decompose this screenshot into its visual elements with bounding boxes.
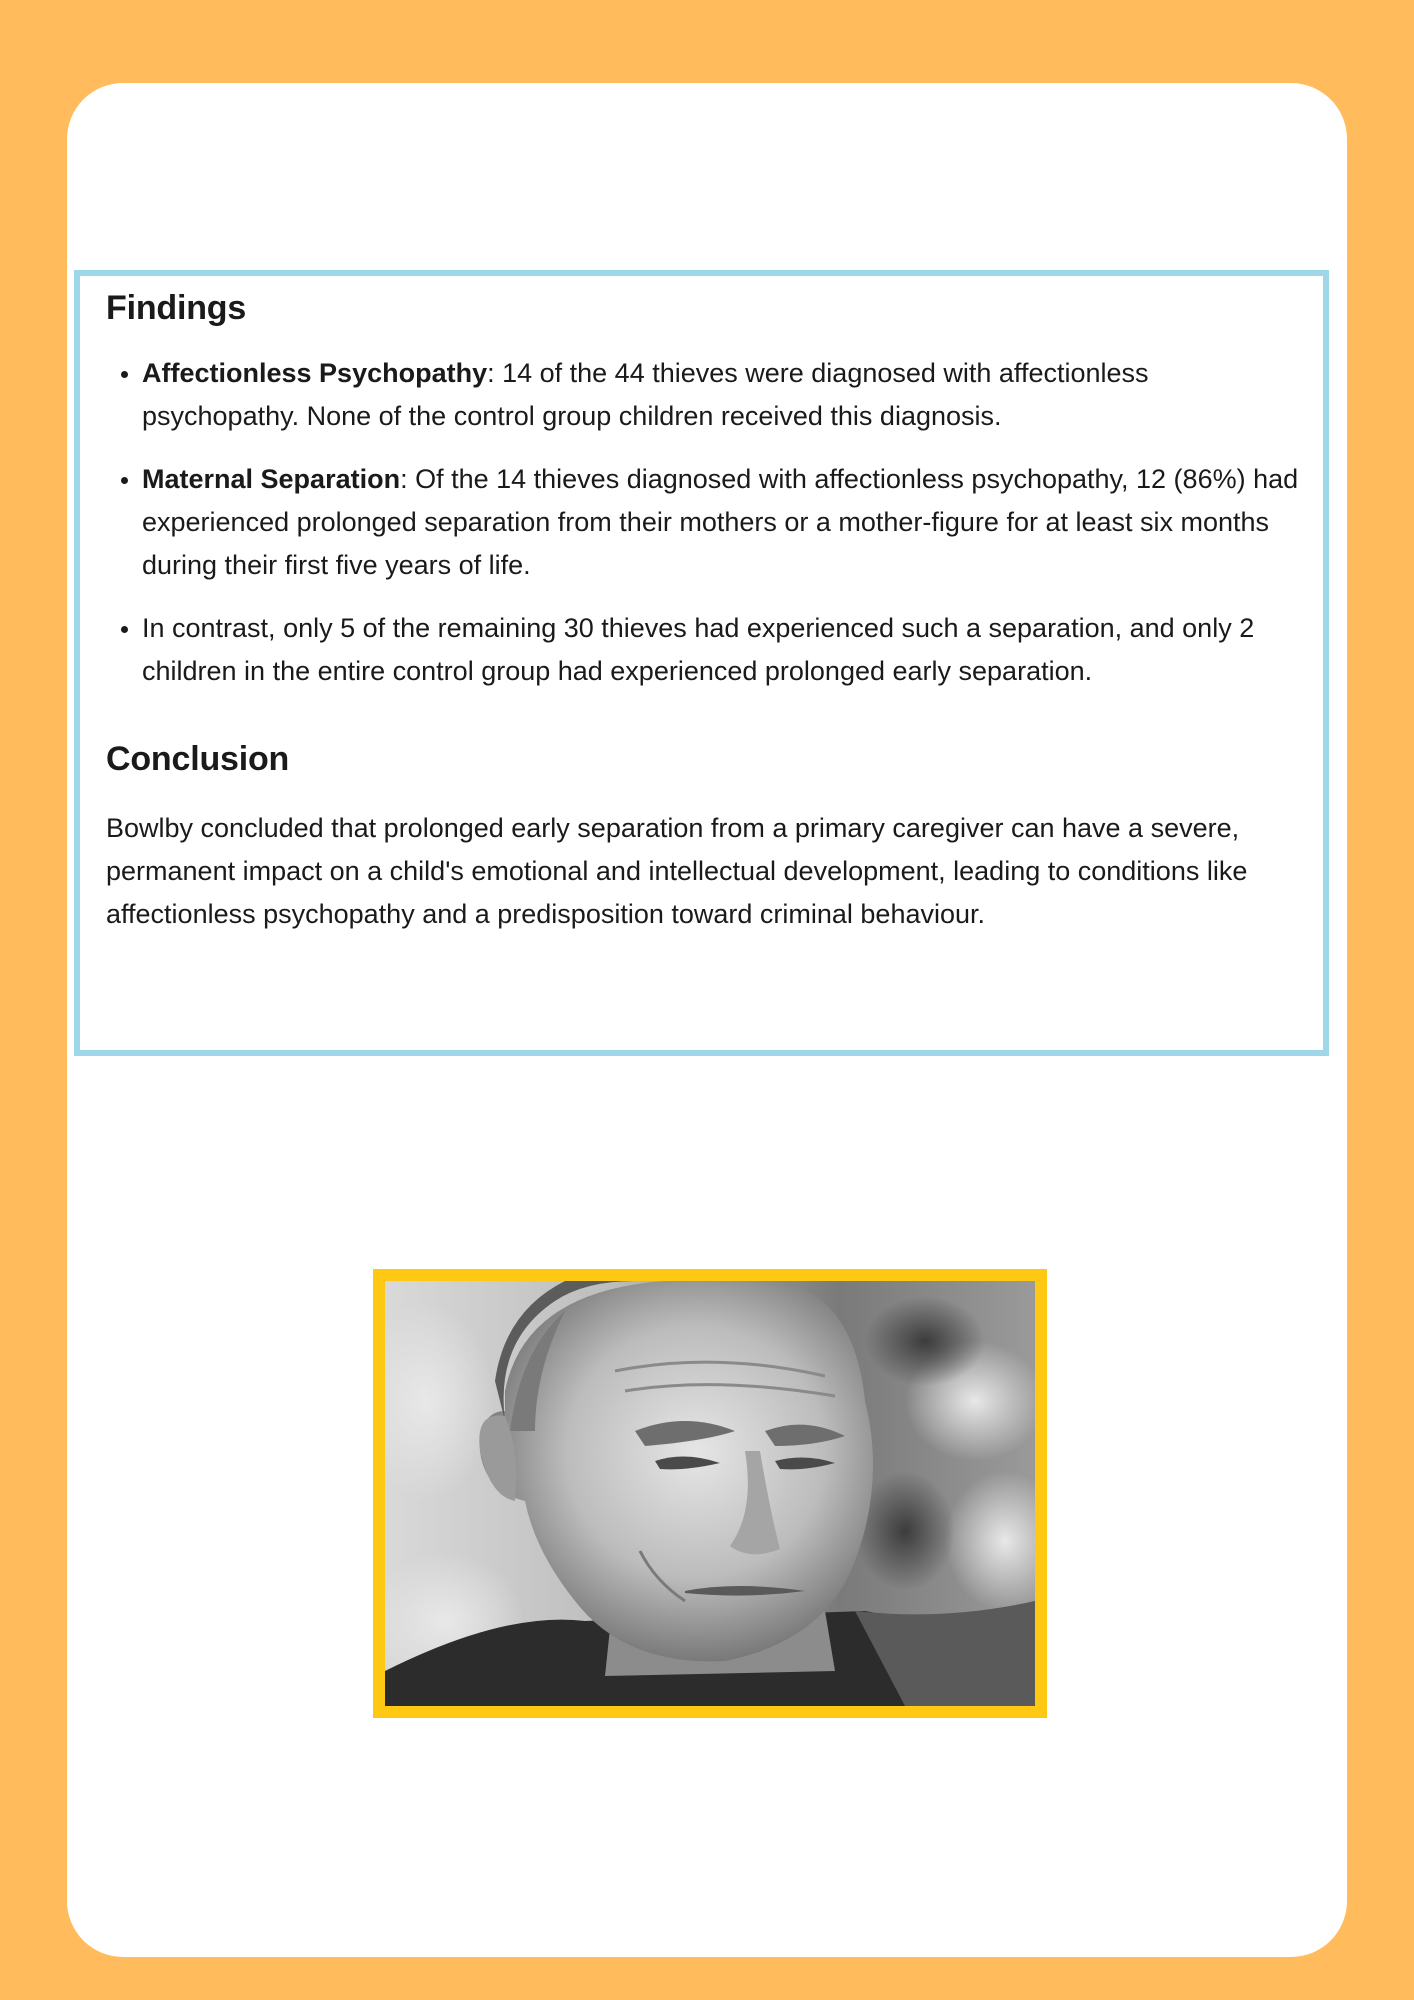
conclusion-heading: Conclusion	[106, 740, 290, 779]
findings-list	[106, 352, 1299, 693]
item-label: Maternal Separation	[142, 464, 401, 495]
list-item	[142, 352, 1299, 438]
findings-heading: Findings	[106, 289, 247, 327]
text-panel	[74, 270, 1329, 1056]
item-text: In contrast, only 5 of the remaining 30 thieves had experienced such a separation, and only 2 children in the entire control group had experienced prolonged early separation.	[142, 613, 1255, 687]
item-label: Affectionless Psychopathy	[142, 358, 488, 389]
portrait-photo-icon	[385, 1281, 1035, 1706]
text-panel-content	[106, 286, 1299, 936]
item-text: : Of the 14 thieves diagnosed with affectionless psychopathy, 12 (86%) had experienced prolonged separation from their mothers or a mother-figure for at least six months during their first five years of life.	[142, 464, 1299, 581]
list-item	[142, 458, 1299, 587]
list-item	[142, 607, 1299, 693]
item-text: : 14 of the 44 thieves were diagnosed with affectionless psychopathy. None of the control group children received this diagnosis.	[142, 358, 1149, 432]
photo-frame	[373, 1269, 1047, 1718]
conclusion-text: Bowlby concluded that prolonged early separation from a primary caregiver can have a severe, permanent impact on a child's emotional and intellectual development, leading to conditions like affectionless psychopathy and a predisposition toward criminal behaviour.	[106, 813, 1248, 930]
